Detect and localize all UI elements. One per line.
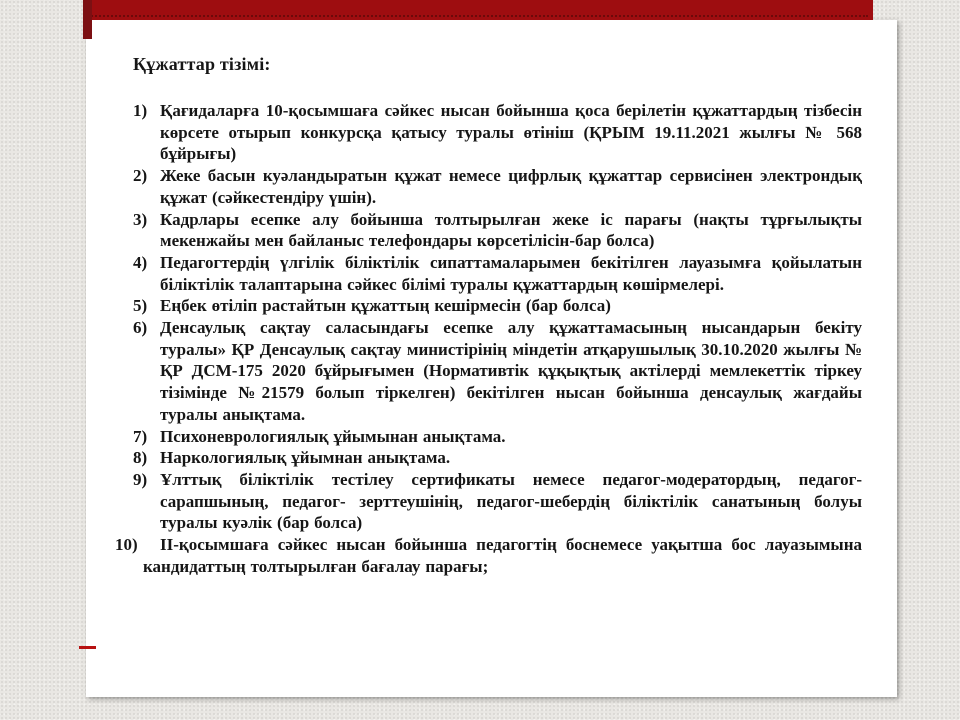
slide-title: Құжаттар тізімі: <box>133 54 271 74</box>
list-item-text: Жеке басын куәландыратын құжат немесе цифрлық құжаттар сервисінен электрондық құжат (сәйкестендіру үшін). <box>160 166 862 207</box>
list-item-number: 5) <box>133 296 148 316</box>
list-item <box>133 100 862 165</box>
list-item-text: Кадрлары есепке алу бойынша толтырылған жеке іс парағы (нақты тұрғылықты мекенжайы мен байланыс телефондары көрсетілісін-бар болса) <box>160 209 862 251</box>
list-item-number: 2) <box>133 166 148 186</box>
list-item-number: 8) <box>133 448 148 468</box>
header-dotted-line <box>88 15 868 17</box>
list-item <box>133 209 862 252</box>
list-item <box>133 447 862 469</box>
document-list <box>115 100 862 577</box>
list-item-number: 6) <box>133 318 148 338</box>
list-item-number: 7) <box>133 426 148 446</box>
list-item <box>133 295 862 317</box>
list-item-number: 9) <box>133 469 148 489</box>
list-item-text: Еңбек өтіліп растайтын құжаттың кешірмесін (бар болса) <box>160 296 611 316</box>
list-item-number: 1) <box>133 101 148 120</box>
list-item-text: Қағидаларға 10-қосымшаға сәйкес нысан бойынша қоса берілетін құжаттардың тізбесін көрсете отырып конкурсқа қатысу туралы өтініш (ҚРЫМ 19.11.2021 жылғы № 568 бұйрығы) <box>160 101 862 164</box>
list-item-number: 3) <box>133 209 148 229</box>
header-red-band <box>83 0 873 20</box>
list-item <box>133 165 862 208</box>
list-item-text: Денсаулық сақтау саласындағы есепке алу құжаттамасының нысандарын бекіту туралы» ҚР Денсаулық сақтау министірінің міндетін атқарушылық 30.10.2020 жылғы № ҚР ДСМ-175 2020 бұйрығымен (Нормативтік құқықтық актілерді мемлекеттік тіркеу тізімінде №21579 болып тіркелген) бекітілген нысан бойынша денсаулық жағдайы туралы анықтама. <box>160 318 862 424</box>
bottom-left-red-dash <box>79 646 96 649</box>
list-item-number: 10) <box>115 535 138 555</box>
slide-body <box>115 53 862 577</box>
list-item-text: ІІ-қосымшаға сәйкес нысан бойынша педагогтің боснемесе уақытша бос лауазымына кандидаттың толтырылған бағалау парағы; <box>143 535 862 576</box>
list-item <box>115 534 862 577</box>
list-item <box>133 426 862 448</box>
list-item-text: Психоневрологиялық ұйымынан анықтама. <box>160 426 506 446</box>
list-item-text: Ұлттық біліктілік тестілеу сертификаты немесе педагог-модератордың, педагог-сарапшының, педагог- зерттеушінің, педагог-шебердің біліктілік санатының болуы туралы куәлік (бар болса) <box>160 469 862 533</box>
list-item-number: 4) <box>133 252 148 272</box>
left-red-accent-stripe <box>83 0 92 39</box>
list-item <box>133 252 862 295</box>
list-item <box>133 317 862 426</box>
list-item-text: Педагогтердің үлгілік біліктілік сипаттамаларымен бекітілген лауазымға қойылатын біліктілік талаптарына сәйкес білімі туралы құжаттардың көшірмелері. <box>160 252 862 294</box>
list-item <box>133 469 862 534</box>
list-item-text: Наркологиялық ұйымнан анықтама. <box>160 448 451 468</box>
